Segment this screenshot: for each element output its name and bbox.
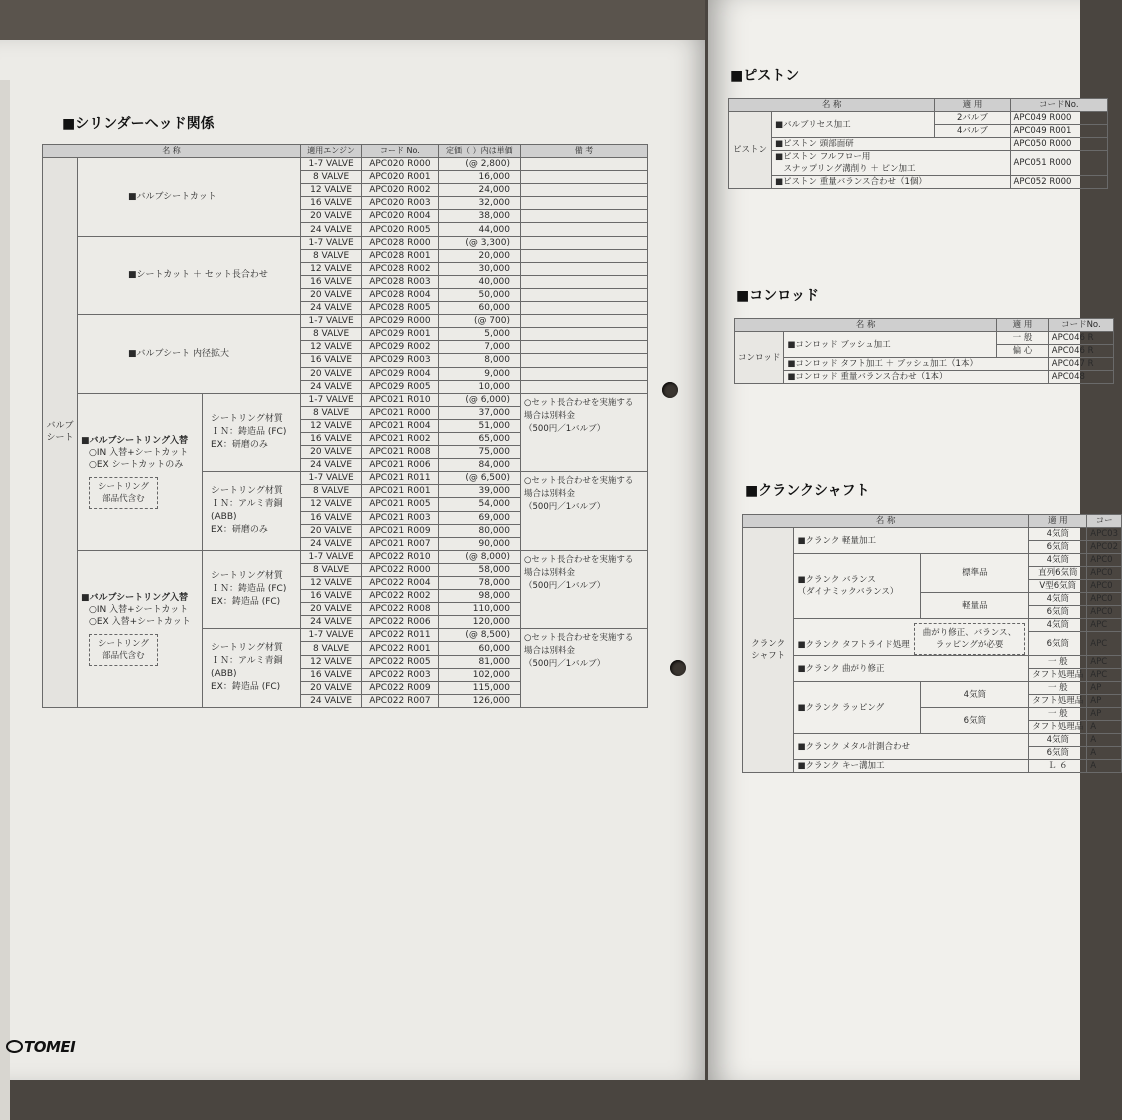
sub-label: 4気筒 [921,682,1029,708]
code-cell: APC021 R010 [362,393,439,406]
code-cell: APC020 R003 [362,197,439,210]
parts-included-box: シートリング 部品代含む [89,634,158,666]
group-label-conrod: コンロッド [735,332,784,384]
price-cell: 60,000 [438,642,520,655]
table-row [735,358,1114,371]
item-name: ■クランク 軽量加工 [794,528,1029,554]
apply-cell: 偏 心 [997,345,1049,358]
col-price: 定価（ ）内は単価 [438,145,520,158]
table-header [43,145,648,158]
price-cell: 38,000 [438,210,520,223]
code-cell: APC029 R001 [362,328,439,341]
item-name: ■バルブシートカット [78,158,301,237]
item-name: ■バルブシートリング入替 ○IN 入替+シートカット ○EX 入替+シートカット シートリング 部品代含む [78,550,203,707]
col-code: コー [1087,515,1122,528]
price-cell: (@ 6,000) [438,393,520,406]
apply-cell: タフト処理品 [1029,695,1087,708]
price-cell: 120,000 [438,616,520,629]
note-cell [521,184,648,197]
item-name: ■クランク 曲がり修正 [794,656,1029,682]
note-cell [521,262,648,275]
item-name: ■ピストン フルフロー用 スナップリング溝削り ＋ ピン加工 [772,151,1011,176]
price-cell: 16,000 [438,171,520,184]
note-cell [521,302,648,315]
code-cell: APC029 R004 [362,367,439,380]
tomei-logo: TOMEI [6,1038,75,1056]
col-name: 名 称 [729,99,935,112]
piston-table [728,98,1108,189]
table-row [743,554,1122,567]
table-row [735,332,1114,345]
price-cell: (@ 8,000) [438,550,520,563]
table-header [729,99,1108,112]
engine-cell: 1-7 VALVE [301,629,362,642]
item-name: ■コンロッド ブッシュ加工 [784,332,997,358]
col-name: 名 称 [43,145,301,158]
code-cell: APC050 R000 [1010,138,1107,151]
col-code: コード No. [362,145,439,158]
price-cell: 5,000 [438,328,520,341]
price-cell: 44,000 [438,223,520,236]
code-cell: APC0 [1087,554,1122,567]
material-note: シートリング材質 ＩＮ：アルミ青銅 (ABB) EX：鋳造品 (FC) [203,629,301,708]
engine-cell: 24 VALVE [301,380,362,393]
remark-note: ○セット長合わせを実施する 場合は別料金 （500円／1バルブ） [521,472,648,551]
item-name: ■コンロッド タフト加工 ＋ ブッシュ加工（1本） [784,358,1048,371]
col-engine: 適用エンジン [301,145,362,158]
code-cell: A [1087,760,1122,773]
code-cell: APC022 R000 [362,563,439,576]
table-row [729,112,1108,125]
apply-cell: 6気筒 [1029,606,1087,619]
code-cell: APC051 R000 [1010,151,1107,176]
crankshaft-table [742,514,1122,773]
apply-cell: タフト処理品 [1029,721,1087,734]
binder-hole [662,382,678,398]
item-name: ■クランク タフトライド処理曲がり修正、バランス、 ラッピングが必要 [794,619,1029,656]
code-cell: APC021 R002 [362,432,439,445]
engine-cell: 20 VALVE [301,367,362,380]
price-cell: 24,000 [438,184,520,197]
code-cell: APC049 R001 [1010,125,1107,138]
code-cell: APC020 R005 [362,223,439,236]
code-cell: A [1087,721,1122,734]
code-cell: APC [1087,669,1122,682]
group-label-crankshaft: クランク シャフト [743,528,794,773]
price-cell: 78,000 [438,577,520,590]
engine-cell: 8 VALVE [301,171,362,184]
code-cell: AP [1087,708,1122,721]
section-title-conrod: ■コンロッド [736,288,819,304]
apply-cell: Ｌ ６ [1029,760,1087,773]
code-cell: APC029 R002 [362,341,439,354]
code-cell: APC [1087,656,1122,669]
engine-cell: 16 VALVE [301,668,362,681]
engine-cell: 1-7 VALVE [301,315,362,328]
code-cell: APC0 [1087,593,1122,606]
price-cell: 90,000 [438,537,520,550]
item-name: ■シートカット ＋ セット長合わせ [78,236,301,315]
col-name: 名 称 [735,319,997,332]
code-cell: APC028 R003 [362,275,439,288]
code-cell: APC049 R000 [1010,112,1107,125]
table-row [729,138,1108,151]
price-cell: 50,000 [438,288,520,301]
col-note: 備 考 [521,145,648,158]
code-cell: APC022 R009 [362,681,439,694]
col-name: 名 称 [743,515,1029,528]
code-cell: APC046 R [1048,332,1113,345]
code-cell: A [1087,747,1122,760]
code-cell: APC020 R001 [362,171,439,184]
engine-cell: 20 VALVE [301,210,362,223]
note-cell [521,275,648,288]
price-cell: 20,000 [438,249,520,262]
item-name: ■クランク ラッピング [794,682,921,734]
sub-label: 標準品 [921,554,1029,593]
code-cell: APC021 R009 [362,524,439,537]
engine-cell: 24 VALVE [301,537,362,550]
code-cell: APC [1087,632,1122,656]
code-cell: APC0 [1087,567,1122,580]
note-cell [521,380,648,393]
table-row [729,176,1108,189]
engine-cell: 1-7 VALVE [301,158,362,171]
price-cell: 60,000 [438,302,520,315]
price-cell: 115,000 [438,681,520,694]
price-cell: 51,000 [438,419,520,432]
code-cell: APC021 R004 [362,419,439,432]
requirement-box: 曲がり修正、バランス、 ラッピングが必要 [914,623,1026,655]
note-cell [521,158,648,171]
engine-cell: 20 VALVE [301,524,362,537]
code-cell: APC052 R000 [1010,176,1107,189]
apply-cell: 4気筒 [1029,554,1087,567]
engine-cell: 16 VALVE [301,511,362,524]
code-cell: APC022 R002 [362,590,439,603]
note-cell [521,171,648,184]
price-cell: (@ 6,500) [438,472,520,485]
sub-label: 6気筒 [921,708,1029,734]
material-note: シートリング材質 ＩＮ：鋳造品 (FC) EX：鋳造品 (FC) [203,550,301,629]
code-cell: APC022 R011 [362,629,439,642]
material-note: シートリング材質 ＩＮ：アルミ青銅 (ABB) EX：研磨のみ [203,472,301,551]
table-row [743,760,1122,773]
code-cell: APC022 R003 [362,668,439,681]
code-cell: APC021 R000 [362,406,439,419]
col-apply: 適 用 [1029,515,1087,528]
code-cell: A [1087,734,1122,747]
section-title-cylinder-head: ■シリンダーヘッド関係 [62,116,215,132]
apply-cell: 4気筒 [1029,619,1087,632]
apply-cell: 6気筒 [1029,747,1087,760]
apply-cell: 4気筒 [1029,734,1087,747]
apply-cell: 2バルブ [935,112,1010,125]
code-cell: APC021 R008 [362,446,439,459]
price-cell: (@ 3,300) [438,236,520,249]
price-cell: (@ 2,800) [438,158,520,171]
apply-cell: 6気筒 [1029,632,1087,656]
engine-cell: 8 VALVE [301,485,362,498]
background-top [0,0,705,40]
code-cell: APC022 R004 [362,577,439,590]
code-cell: APC020 R002 [362,184,439,197]
code-cell: APC048 [1048,371,1113,384]
price-cell: 10,000 [438,380,520,393]
section-title-piston: ■ピストン [730,68,800,84]
table-row [43,315,648,328]
engine-cell: 20 VALVE [301,681,362,694]
col-apply: 適 用 [997,319,1049,332]
price-cell: 69,000 [438,511,520,524]
engine-cell: 12 VALVE [301,341,362,354]
code-cell: APC022 R005 [362,655,439,668]
note-cell [521,354,648,367]
sub-label: 軽量品 [921,593,1029,619]
code-cell: APC028 R005 [362,302,439,315]
engine-cell: 8 VALVE [301,406,362,419]
price-cell: 65,000 [438,432,520,445]
code-cell: APC021 R001 [362,485,439,498]
apply-cell: 直列6気筒 [1029,567,1087,580]
note-cell [521,236,648,249]
code-cell: APC028 R002 [362,262,439,275]
price-cell: 75,000 [438,446,520,459]
table-row [743,528,1122,541]
remark-note: ○セット長合わせを実施する 場合は別料金 （500円／1バルブ） [521,550,648,629]
engine-cell: 12 VALVE [301,498,362,511]
price-cell: 9,000 [438,367,520,380]
engine-cell: 8 VALVE [301,328,362,341]
table-row [735,371,1114,384]
price-cell: 110,000 [438,603,520,616]
code-cell: APC0 [1087,606,1122,619]
price-cell: 32,000 [438,197,520,210]
price-cell: 39,000 [438,485,520,498]
note-cell [521,249,648,262]
engine-cell: 24 VALVE [301,694,362,707]
code-cell: APC [1087,619,1122,632]
code-cell: APC021 R007 [362,537,439,550]
engine-cell: 16 VALVE [301,354,362,367]
left-page [0,40,705,1080]
price-cell: 58,000 [438,563,520,576]
engine-cell: 16 VALVE [301,197,362,210]
table-row [43,158,648,171]
table-row [43,393,648,406]
engine-cell: 8 VALVE [301,249,362,262]
table-row [43,236,648,249]
item-name: ■バルブリセス加工 [772,112,935,138]
apply-cell: 一 般 [1029,682,1087,695]
engine-cell: 12 VALVE [301,262,362,275]
engine-cell: 16 VALVE [301,432,362,445]
code-cell: APC022 R007 [362,694,439,707]
price-cell: 98,000 [438,590,520,603]
code-cell: APC0 [1087,580,1122,593]
item-name: ■ピストン 頭部面研 [772,138,1011,151]
item-name: ■クランク メタル計測合わせ [794,734,1029,760]
code-cell: APC029 R003 [362,354,439,367]
apply-cell: 4バルブ [935,125,1010,138]
engine-cell: 24 VALVE [301,302,362,315]
code-cell: APC021 R011 [362,472,439,485]
price-cell: 102,000 [438,668,520,681]
code-cell: APC021 R003 [362,511,439,524]
binder-hole [670,660,686,676]
note-cell [521,341,648,354]
code-cell: AP [1087,695,1122,708]
remark-note: ○セット長合わせを実施する 場合は別料金 （500円／1バルブ） [521,393,648,472]
table-row [743,682,1122,695]
apply-cell: 一 般 [1029,708,1087,721]
engine-cell: 12 VALVE [301,577,362,590]
note-cell [521,367,648,380]
apply-cell: V型6気筒 [1029,580,1087,593]
code-cell: APC046 R [1048,345,1113,358]
table-row [743,656,1122,669]
table-header [735,319,1114,332]
price-cell: 30,000 [438,262,520,275]
conrod-table [734,318,1114,384]
note-cell [521,288,648,301]
price-cell: (@ 700) [438,315,520,328]
col-code: コードNo. [1048,319,1113,332]
code-cell: APC021 R005 [362,498,439,511]
engine-cell: 20 VALVE [301,288,362,301]
apply-cell: 6気筒 [1029,541,1087,554]
code-cell: APC028 R000 [362,236,439,249]
section-title-crankshaft: ■クランクシャフト [745,483,870,499]
remark-note: ○セット長合わせを実施する 場合は別料金 （500円／1バルブ） [521,629,648,708]
price-cell: 81,000 [438,655,520,668]
code-cell: APC022 R001 [362,642,439,655]
code-cell: APC029 R005 [362,380,439,393]
table-row [43,550,648,563]
item-name: ■ピストン 重量バランス合わせ（1個） [772,176,1011,189]
code-cell: AP [1087,682,1122,695]
apply-cell: 一 般 [997,332,1049,345]
engine-cell: 1-7 VALVE [301,472,362,485]
note-cell [521,315,648,328]
price-cell: (@ 8,500) [438,629,520,642]
engine-cell: 12 VALVE [301,655,362,668]
page-edge [0,80,10,1120]
engine-cell: 8 VALVE [301,642,362,655]
apply-cell: 4気筒 [1029,593,1087,606]
item-name: ■バルブシート 内径拡大 [78,315,301,394]
price-cell: 37,000 [438,406,520,419]
code-cell: APC022 R010 [362,550,439,563]
code-cell: APC03 [1087,528,1122,541]
table-row [743,734,1122,747]
note-cell [521,328,648,341]
engine-cell: 8 VALVE [301,563,362,576]
material-note: シートリング材質 ＩＮ：鋳造品 (FC) EX：研磨のみ [203,393,301,472]
item-name: ■クランク キー溝加工 [794,760,1029,773]
apply-cell: 4気筒 [1029,528,1087,541]
engine-cell: 16 VALVE [301,275,362,288]
price-cell: 80,000 [438,524,520,537]
engine-cell: 24 VALVE [301,223,362,236]
code-cell: APC02 [1087,541,1122,554]
code-cell: APC029 R000 [362,315,439,328]
col-apply: 適 用 [935,99,1010,112]
note-cell [521,223,648,236]
engine-cell: 12 VALVE [301,184,362,197]
code-cell: APC022 R008 [362,603,439,616]
engine-cell: 1-7 VALVE [301,236,362,249]
col-code: コードNo. [1010,99,1107,112]
right-page [708,0,1118,1080]
code-cell: APC028 R004 [362,288,439,301]
note-cell [521,197,648,210]
engine-cell: 24 VALVE [301,459,362,472]
price-cell: 84,000 [438,459,520,472]
group-label-valve-seat: バルブ シート [43,158,78,708]
code-cell: APC028 R001 [362,249,439,262]
price-cell: 54,000 [438,498,520,511]
price-cell: 8,000 [438,354,520,367]
price-cell: 126,000 [438,694,520,707]
item-name: ■クランク バランス （ダイナミックバランス） [794,554,921,619]
item-name: ■コンロッド 重量バランス合わせ（1本） [784,371,1048,384]
code-cell: APC022 R006 [362,616,439,629]
engine-cell: 12 VALVE [301,419,362,432]
price-cell: 7,000 [438,341,520,354]
engine-cell: 24 VALVE [301,616,362,629]
apply-cell: タフト処理品 [1029,669,1087,682]
cylinder-head-table [42,144,648,708]
engine-cell: 1-7 VALVE [301,550,362,563]
engine-cell: 20 VALVE [301,446,362,459]
table-header [743,515,1122,528]
engine-cell: 16 VALVE [301,590,362,603]
note-cell [521,210,648,223]
item-name: ■バルブシートリング入替 ○IN 入替+シートカット ○EX シートカットのみ シートリング 部品代含む [78,393,203,550]
engine-cell: 20 VALVE [301,603,362,616]
code-cell: APC020 R004 [362,210,439,223]
price-cell: 40,000 [438,275,520,288]
group-label-piston: ピストン [729,112,772,189]
engine-cell: 1-7 VALVE [301,393,362,406]
parts-included-box: シートリング 部品代含む [89,477,158,509]
apply-cell: 一 般 [1029,656,1087,669]
code-cell: APC020 R000 [362,158,439,171]
table-row [729,151,1108,176]
code-cell: APC021 R006 [362,459,439,472]
code-cell: APC047 R [1048,358,1113,371]
